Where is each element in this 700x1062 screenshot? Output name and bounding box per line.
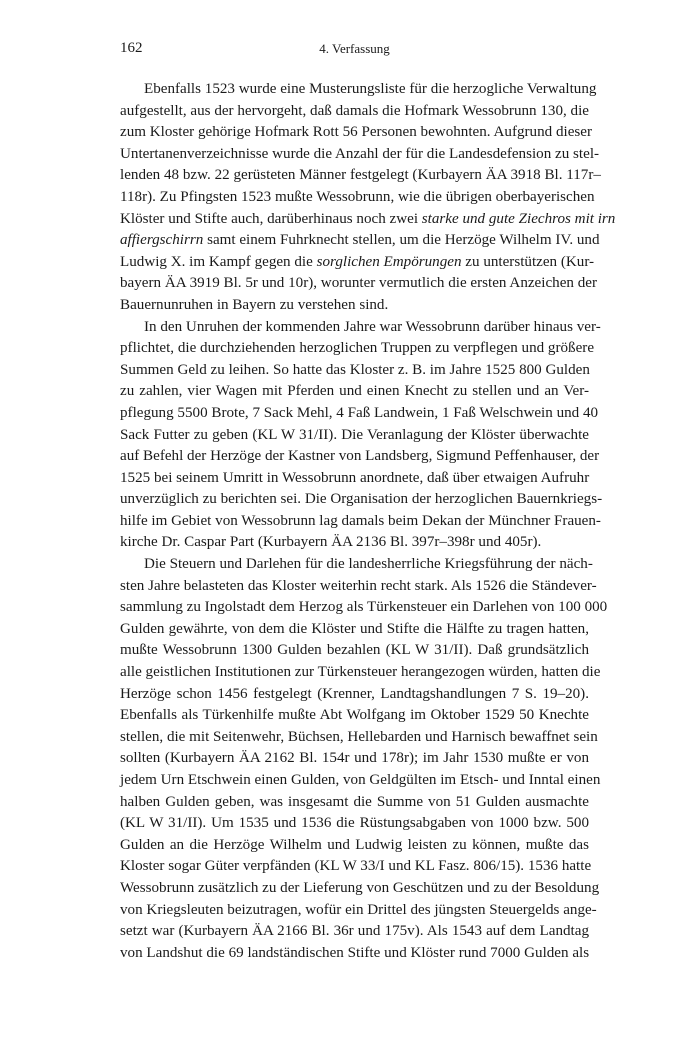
text-line: Kloster sogar Güter verpfänden (KL W 33/I und KL Fasz. 806/15). 1536 hatte [120,858,592,875]
text-line: Die Steuern und Darlehen für die landesherrliche Kriegsführung der näch- [144,556,593,573]
text-line: Wessobrunn zusätzlich zu der Lieferung von Geschützen und zu der Besoldung [120,879,600,896]
text-line: kirche Dr. Caspar Part (Kurbayern ÄA 2136 Bl. 397r–398r und 405r). [120,534,542,551]
text-line: Herzöge schon 1456 festgelegt (Krenner, Landtagshandlungen 7 S. 19–20). [120,685,589,702]
body-text [120,79,616,964]
text-line: Ebenfalls als Türkenhilfe mußte Abt Wolfgang im Oktober 1529 50 Knechte [120,707,589,724]
paragraph [120,317,603,555]
text-line: In den Unruhen der kommenden Jahre war Wessobrunn darüber hinaus ver- [144,318,601,335]
text-line: sten Jahre belasteten das Kloster weiterhin recht stark. Als 1526 die Ständever- [120,577,597,594]
text-line: stellen, die mit Seitenwehr, Büchsen, Hellebarden und Harnisch bewaffnet sein [120,728,598,745]
text-line: Summen Geld zu leihen. So hatte das Kloster z. B. im Jahre 1525 800 Gulden [120,361,590,378]
text-line: bayern ÄA 3919 Bl. 5r und 10r), worunter vermutlich die ersten Anzeichen der [120,275,597,292]
text-line: setzt war (Kurbayern ÄA 2166 Bl. 36r und 175v). Als 1543 auf dem Landtag [120,923,589,940]
text-line: 118r). Zu Pfingsten 1523 mußte Wessobrunn, wie die übrigen oberbayerischen [120,188,595,205]
text-line: von Landshut die 69 landständischen Stifte und Klöster rund 7000 Gulden als [120,944,590,961]
text-line: hilfe im Gebiet von Wessobrunn lag damals beim Dekan der Münchner Frauen- [120,512,601,529]
text-line: zum Kloster gehörige Hofmark Rott 56 Personen bewohnten. Aufgrund dieser [120,124,592,141]
text-line: jedem Urn Etschwein einen Gulden, von Geldgülten im Etsch- und Inntal einen [120,772,601,788]
text-line: 1525 bei seinem Umritt in Wessobrunn anordnete, daß über etwaigen Aufruhr [120,469,590,486]
text-line: Gulden an die Herzöge Wilhelm und Ludwig leisten zu können, mußte das [120,836,589,853]
text-line: Ebenfalls 1523 wurde eine Musterungsliste für die herzogliche Verwaltung [144,81,597,97]
text-line: zu zahlen, vier Wagen mit Pferden und einen Knecht zu stellen und an Ver- [120,383,589,400]
page-number: 162 [120,40,143,56]
text-line: unverzüglich zu berichten sei. Die Organisation der herzoglichen Bauernkriegs- [120,491,603,508]
text-line: Gulden gewährte, von dem die Klöster und Stifte die Hälfte zu tragen hatten, [120,620,589,637]
paragraph [120,79,616,317]
text-line: mußte Wessobrunn 1300 Gulden bezahlen (KL W 31/II). Daß grundsätzlich [120,642,589,659]
text-line: Untertanenverzeichnisse wurde die Anzahl der für die Landesdefension zu stel- [120,145,600,162]
text-line: sollten (Kurbayern ÄA 2162 Bl. 154r und 178r); im Jahr 1530 mußte er von [120,750,589,767]
text-line: aufgestellt, aus der hervorgeht, daß damals die Hofmark Wessobrunn 130, die [120,102,589,119]
page-header [120,40,589,60]
text-line: von Kriegsleuten beizutragen, wofür ein Drittel des jüngsten Steuergelds ange- [120,901,597,918]
text-line: halben Gulden geben, was insgesamt die Summe von 51 Gulden ausmachte [120,793,589,810]
text-line: sammlung zu Ingolstadt dem Herzog als Türkensteuer ein Darlehen von 100 000 [120,599,608,616]
text-line: pflichtet, die durchziehenden herzoglichen Truppen zu verpflegen und größere [120,340,595,357]
text-line: pflegung 5500 Brote, 7 Sack Mehl, 4 Faß Landwein, 1 Faß Welschwein und 40 [120,404,599,421]
text-line: alle geistlichen Institutionen zur Türkensteuer herangezogen würden, hatten die [120,664,601,681]
text-line: Sack Futter zu geben (KL W 31/II). Die Veranlagung der Klöster überwachte [120,426,589,443]
text-line: affiergschirrn samt einem Fuhrknecht stellen, um die Herzöge Wilhelm IV. und [120,232,600,249]
text-line: Klöster und Stifte auch, darüberhinaus noch zwei starke und gute Ziechros mit irn [120,210,616,227]
text-line: auf Befehl der Herzöge der Kastner von Landsberg, Sigmund Peffenhauser, der [120,448,600,465]
text-line: Ludwig X. im Kampf gegen die sorglichen Empörungen zu unterstützen (Kur- [120,253,595,270]
text-line: (KL W 31/II). Um 1535 und 1536 die Rüstungsabgaben von 1000 bzw. 500 [120,815,589,832]
paragraph [120,554,608,964]
text-line: lenden 48 bzw. 22 gerüsteten Männer festgelegt (Kurbayern ÄA 3918 Bl. 117r– [120,167,601,184]
text-line: Bauernunruhen in Bayern zu verstehen sind. [120,296,389,313]
running-head: 4. Verfassung [319,41,390,56]
